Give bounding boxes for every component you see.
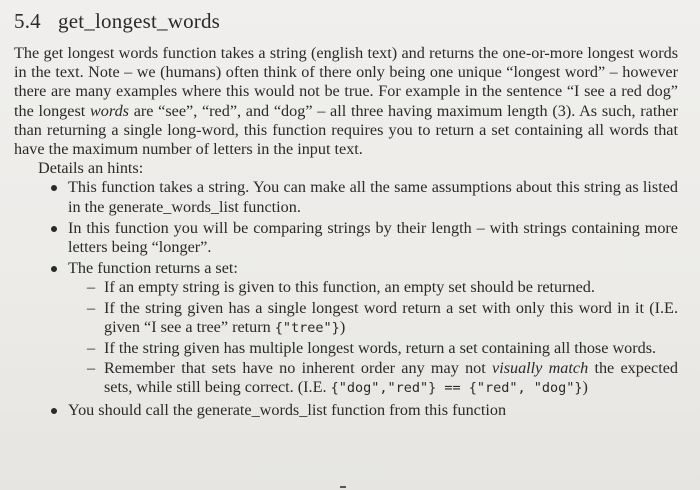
hint-item — [50, 178, 678, 216]
section-heading — [14, 8, 678, 34]
hint-text: You should call the generate_words_list function from this function — [68, 400, 507, 419]
hint-text: In this function you will be comparing strings by their length – with strings containing more letters being “longer”. — [68, 218, 678, 257]
rule-item — [86, 339, 678, 358]
page-edge-mark — [340, 486, 346, 488]
code-snippet: {"tree"} — [274, 319, 340, 336]
hint-item — [50, 219, 678, 257]
rule-emphasis: visually match — [492, 359, 589, 378]
rule-text: If the string given has multiple longest words, return a set containing all those words. — [104, 339, 657, 358]
return-rules-list — [68, 278, 678, 398]
details-label: Details an hints: — [38, 159, 144, 178]
rule-item — [86, 278, 678, 297]
rule-item — [86, 299, 678, 338]
intro-emphasis: words — [89, 101, 129, 120]
rule-text: Remember that sets have no inherent order any may not — [104, 359, 493, 378]
section-title: get_longest_words — [58, 9, 221, 33]
hint-text: The function returns a set: — [68, 259, 238, 278]
rule-text: If the string given has a single longest word return a set with only this word in it (I.E. given “I see a tree” return — [104, 298, 678, 336]
rule-text: the expected sets, while still being correct. (I.E. — [104, 359, 678, 397]
code-snippet: {"dog","red"} == {"red", "dog"} — [330, 380, 583, 397]
intro-text-2: are “see”, “red”, and “dog” – all three having maximum length (3). As such, rather than returning a single long-word, this function requires you to return a set containing all words that have the maximum number of letters in the input text. — [14, 101, 678, 159]
intro-paragraph — [14, 44, 678, 159]
document-page — [14, 8, 678, 422]
hint-text: This function takes a string. You can make all the same assumptions about this string as listed in the generate_words_list function. — [68, 178, 678, 216]
hints-list — [14, 178, 678, 419]
section-number: 5.4 — [14, 9, 41, 33]
rule-text-end: ) — [582, 378, 588, 397]
rule-text-end: ) — [339, 317, 346, 336]
rule-text: If an empty string is given to this function, an empty set should be returned. — [104, 278, 595, 297]
intro-text-1: The get longest words function takes a string (english text) and returns the one-or-more longest words in the text. Note – we (humans) often think of there only being one unique “longest word” – however there are many examples where this would not be true. For example in the sentence “I see a red dog” the longest — [14, 44, 678, 120]
rule-item — [86, 359, 678, 398]
hint-item — [50, 259, 678, 398]
hint-item — [50, 401, 678, 420]
